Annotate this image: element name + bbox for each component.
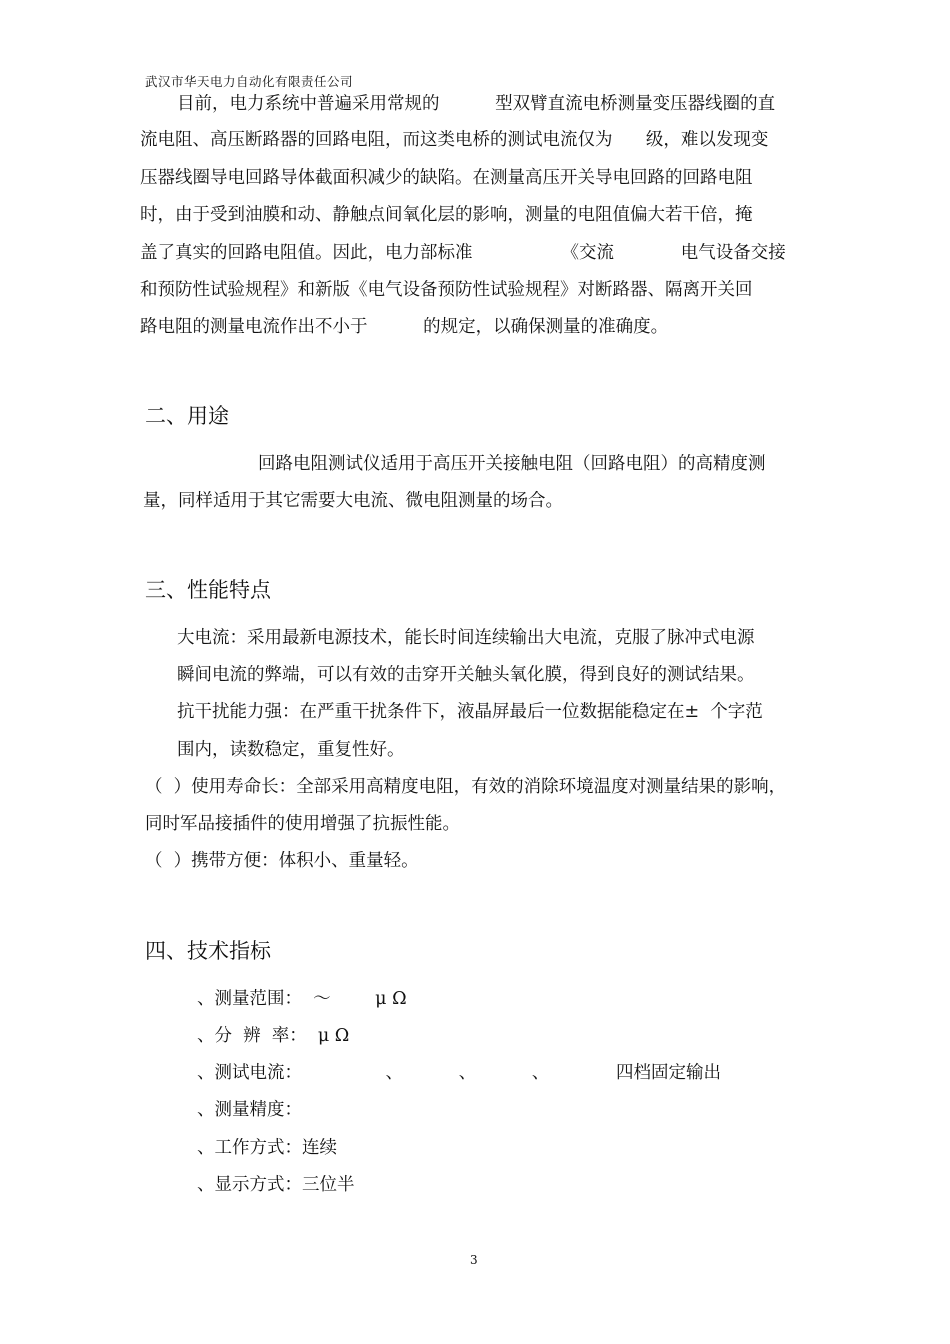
intro-line-6: 和预防性试验规程》和新版《电气设备预防性试验规程》对断路器、隔离开关回 [140, 280, 753, 300]
feature-line-3: 抗干扰能力强：在严重干扰条件下，液晶屏最后一位数据能稳定在± 个字范 [177, 702, 763, 722]
section-heading-usage: 二、用途 [145, 404, 229, 428]
section-heading-features: 三、性能特点 [145, 578, 271, 602]
section-heading-specs: 四、技术指标 [145, 939, 271, 963]
intro-line-3: 压器线圈导电回路导体截面积减少的缺陷。在测量高压开关导电回路的回路电阻 [140, 168, 753, 188]
intro-line-1: 目前，电力系统中普遍采用常规的 型双臂直流电桥测量变压器线圈的直 [177, 94, 776, 114]
company-header: 武汉市华天电力自动化有限责任公司 [145, 74, 354, 89]
spec-item-current: 、测试电流： 、 、 、 四档固定输出 [197, 1063, 721, 1083]
spec-item-range: 、测量范围： ～ μ Ω [197, 989, 407, 1009]
feature-line-4: 围内，读数稳定，重复性好。 [177, 740, 405, 760]
spec-item-accuracy: 、测量精度： [197, 1100, 302, 1120]
spec-item-mode: 、工作方式：连续 [197, 1138, 337, 1158]
spec-item-display: 、显示方式：三位半 [197, 1175, 355, 1195]
spec-item-resolution: 、分 辨 率： μ Ω [197, 1026, 350, 1046]
page-number: 3 [470, 1253, 478, 1267]
intro-line-5: 盖了真实的回路电阻值。因此，电力部标准 《交流 电气设备交接 [140, 243, 786, 263]
feature-line-1: 大电流：采用最新电源技术，能长时间连续输出大电流，克服了脉冲式电源 [177, 628, 755, 648]
feature-line-5: （ ）使用寿命长：全部采用高精度电阻，有效的消除环境温度对测量结果的影响， [145, 777, 787, 797]
intro-line-7: 路电阻的测量电流作出不小于 的规定，以确保测量的准确度。 [140, 317, 669, 337]
intro-line-4: 时，由于受到油膜和动、静触点间氧化层的影响，测量的电阻值偏大若干倍，掩 [140, 205, 753, 225]
feature-line-6: 同时军品接插件的使用增强了抗振性能。 [145, 814, 460, 834]
usage-line-1: 回路电阻测试仪适用于高压开关接触电阻（回路电阻）的高精度测 [258, 454, 766, 474]
feature-line-2: 瞬间电流的弊端，可以有效的击穿开关触头氧化膜，得到良好的测试结果。 [177, 665, 755, 685]
feature-line-7: （ ）携带方便：体积小、重量轻。 [145, 851, 419, 871]
intro-line-2: 流电阻、高压断路器的回路电阻，而这类电桥的测试电流仅为 级，难以发现变 [140, 130, 769, 150]
usage-line-2: 量，同样适用于其它需要大电流、微电阻测量的场合。 [143, 491, 563, 511]
